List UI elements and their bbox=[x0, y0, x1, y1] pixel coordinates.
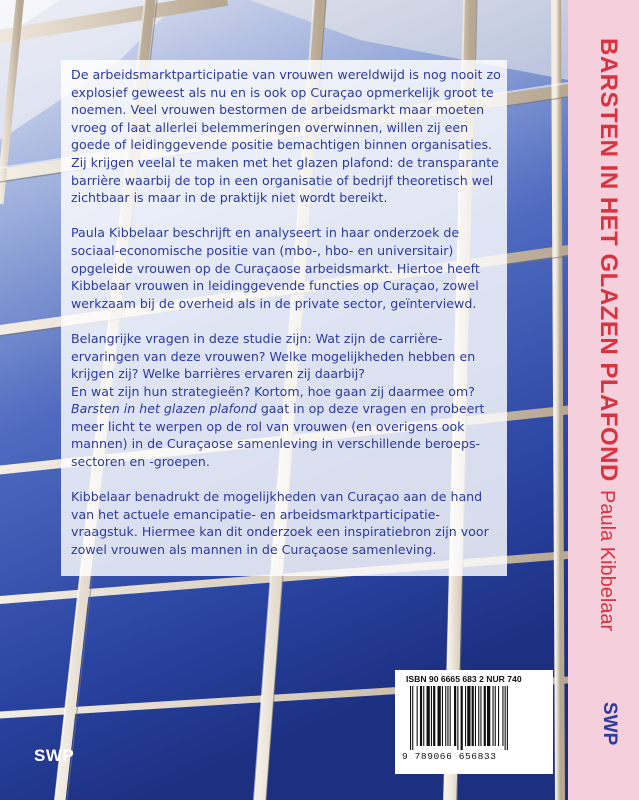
barcode-bar bbox=[450, 686, 451, 746]
barcode-bar bbox=[457, 686, 458, 750]
publisher-logo-back: SWP bbox=[34, 746, 75, 765]
barcode-bar bbox=[465, 686, 466, 746]
barcode-bar bbox=[410, 686, 411, 750]
blurb-paragraph bbox=[71, 330, 503, 471]
barcode-bar bbox=[475, 686, 476, 746]
barcode-bar bbox=[507, 686, 508, 750]
ean-barcode bbox=[410, 686, 538, 750]
barcode-bar bbox=[420, 686, 422, 746]
barcode-bar bbox=[493, 686, 494, 746]
barcode-bar bbox=[502, 686, 503, 746]
blurb-paragraph bbox=[71, 224, 503, 312]
barcode-bar bbox=[433, 686, 435, 746]
barcode-bar bbox=[480, 686, 481, 746]
barcode-bar bbox=[427, 686, 430, 746]
barcode-bar bbox=[478, 686, 479, 746]
barcode-bar bbox=[412, 686, 413, 750]
book-title-reference: Barsten in het glazen plafond bbox=[71, 401, 257, 417]
publisher-website: www.swpbook.com bbox=[414, 764, 490, 773]
blurb-text: En wat zijn hun strategieën? Kortom, hoe gaan zij daarmee om? bbox=[71, 383, 475, 399]
barcode-bar bbox=[487, 686, 490, 746]
barcode-bar bbox=[498, 686, 499, 746]
barcode-bar bbox=[505, 686, 506, 750]
barcode-bar bbox=[442, 686, 443, 746]
barcode-bar bbox=[472, 686, 474, 746]
blurb-text: Belangrijke vragen in deze studie zijn: Wat zijn de carrière-ervaringen van deze vrouwen? Welke mogelijkheden hebben en krijgen zij? Welke barrières ervaren zij daarbij? bbox=[71, 330, 476, 382]
spine-author: Paula Kibbelaar bbox=[596, 490, 618, 632]
back-cover-blurb bbox=[71, 66, 503, 576]
spine-title: BARSTEN IN HET GLAZEN PLAFOND bbox=[595, 38, 622, 482]
blurb-text: Paula Kibbelaar beschrijft en analyseert in haar onderzoek de sociaal-economische positie van (mbo-, hbo- en universitair) opgeleide vrouwen op de Curaçaose arbeidsmarkt. Hiertoe heeft Kibbelaar vrouwen in leidinggevende functies op Curaçao, zowel werkzaam bij de overheid als in de private sector, geïnterviewd. bbox=[71, 225, 480, 311]
ean-number: 9 789066 656833 bbox=[402, 751, 497, 762]
barcode-bar bbox=[438, 686, 441, 746]
barcode-bar bbox=[447, 686, 448, 746]
isbn-label: ISBN 90 6665 683 2 NUR 740 bbox=[406, 674, 522, 684]
blurb-paragraph bbox=[71, 488, 503, 558]
barcode-bar bbox=[454, 686, 456, 746]
barcode-bar bbox=[445, 686, 446, 746]
barcode-bar bbox=[495, 686, 496, 746]
blurb-paragraph bbox=[71, 66, 503, 207]
blurb-text: Kibbelaar benadrukt de mogelijkheden van Curaçao aan de hand van het actuele emancipatie- en arbeidsmarktparticipatie-vraagstuk. Hiermee kan dit onderzoek een inspiratiebron zijn voor zowel vrouwen als mannen in de Curaçaose samenleving. bbox=[71, 489, 489, 558]
blurb-text: gaat in op deze vragen en probeert meer licht te werpen op de rol van vrouwen (en overigens ook mannen) in de Curaçaose samenleving in verschillende beroeps-sectoren en -groepen. bbox=[71, 401, 485, 470]
barcode-bar bbox=[461, 686, 463, 750]
blurb-text: De arbeidsmarktparticipatie van vrouwen wereldwijd is nog nooit zo explosief geweest als nu en is ook op Curaçao opmerkelijk groot te noemen. Veel vrouwen bestormen de arbeidsmarkt maar moeten vroeg of laat allerlei belemmeringen overwinnen, willen zij een goede of leidinggevende positie bemachtigen binnen organisaties. bbox=[71, 67, 501, 153]
barcode-bar bbox=[431, 686, 432, 746]
blurb-text: Zij krijgen veelal te maken met het glazen plafond: de transparante barrière waarbij de top in een organisatie of bedrijf theoretisch wel zichtbaar is maar in de praktijk niet wordt bereikt. bbox=[71, 154, 499, 206]
barcode-bar bbox=[467, 686, 470, 746]
barcode-bar bbox=[423, 686, 424, 746]
spine-publisher-logo: SWP bbox=[599, 702, 620, 746]
barcode-bar bbox=[484, 686, 486, 746]
barcode-bar bbox=[417, 686, 418, 746]
